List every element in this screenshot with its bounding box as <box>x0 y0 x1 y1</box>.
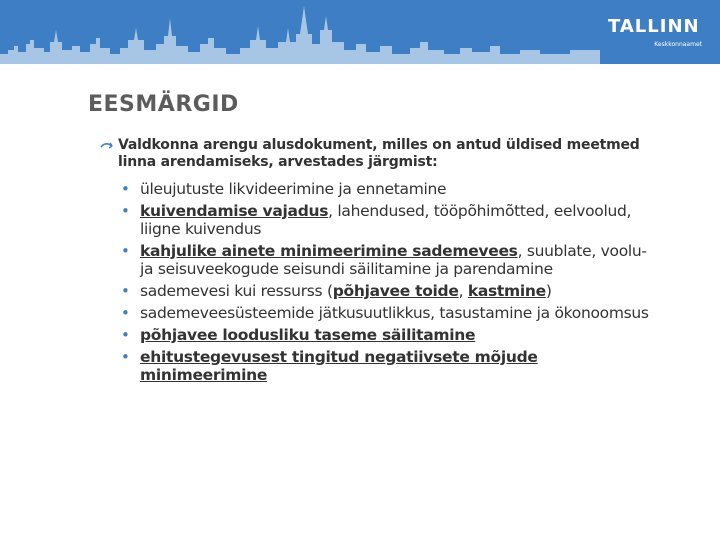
bullet-dot-icon: • <box>121 180 130 198</box>
emphasized-text: põhjavee toide <box>332 282 459 300</box>
bullet-dot-icon: • <box>121 348 130 366</box>
goals-list <box>116 180 656 388</box>
bullet-dot-icon: • <box>121 242 130 260</box>
emphasized-text: põhjavee loodusliku taseme säilitamine <box>140 326 476 344</box>
item-text: , <box>458 282 468 300</box>
list-item <box>116 180 656 198</box>
item-text: sademevesi kui ressurss ( <box>140 282 333 300</box>
arrow-bullet-icon <box>100 140 116 154</box>
bullet-dot-icon: • <box>121 304 130 322</box>
item-text: , lahendused, tööpõhimõtted, eelvoolud, liigne kuivendus <box>140 202 632 238</box>
emphasized-text: kuivendamise vajadus <box>140 202 329 220</box>
bullet-dot-icon: • <box>121 282 130 300</box>
logo-text: TALLINN <box>608 16 700 37</box>
item-text: sademeveesüsteemide jätkusuutlikkus, tasustamine ja ökonoomsus <box>140 304 649 322</box>
list-item <box>116 282 656 300</box>
bullet-dot-icon: • <box>121 202 130 220</box>
tallinn-logo <box>608 16 706 56</box>
list-item <box>116 348 656 384</box>
list-item <box>116 326 656 344</box>
logo-subtext: Keskkonnaamet <box>654 41 702 48</box>
header-band <box>0 0 720 64</box>
list-item <box>116 304 656 322</box>
list-item <box>116 202 656 238</box>
item-text: ) <box>545 282 552 300</box>
list-item <box>116 242 656 278</box>
intro-text: Valdkonna arengu alusdokument, milles on antud üldised meetmed linna arendamiseks, arvestades järgmist: <box>118 137 640 170</box>
bullet-dot-icon: • <box>121 326 130 344</box>
tallinn-skyline-icon <box>0 0 600 64</box>
intro-paragraph <box>100 137 640 171</box>
item-text: , suublate, voolu- ja seisuveekogude seisundi säilitamine ja parendamine <box>140 242 647 278</box>
slide-title: EESMÄRGID <box>88 92 239 117</box>
emphasized-text: ehitustegevusest tingitud negatiivsete mõjude minimeerimine <box>140 348 538 384</box>
emphasized-text: kahjulike ainete minimeerimine sademevees <box>140 242 518 260</box>
emphasized-text: kastmine <box>467 282 546 300</box>
item-text: üleujutuste likvideerimine ja ennetamine <box>140 180 447 198</box>
